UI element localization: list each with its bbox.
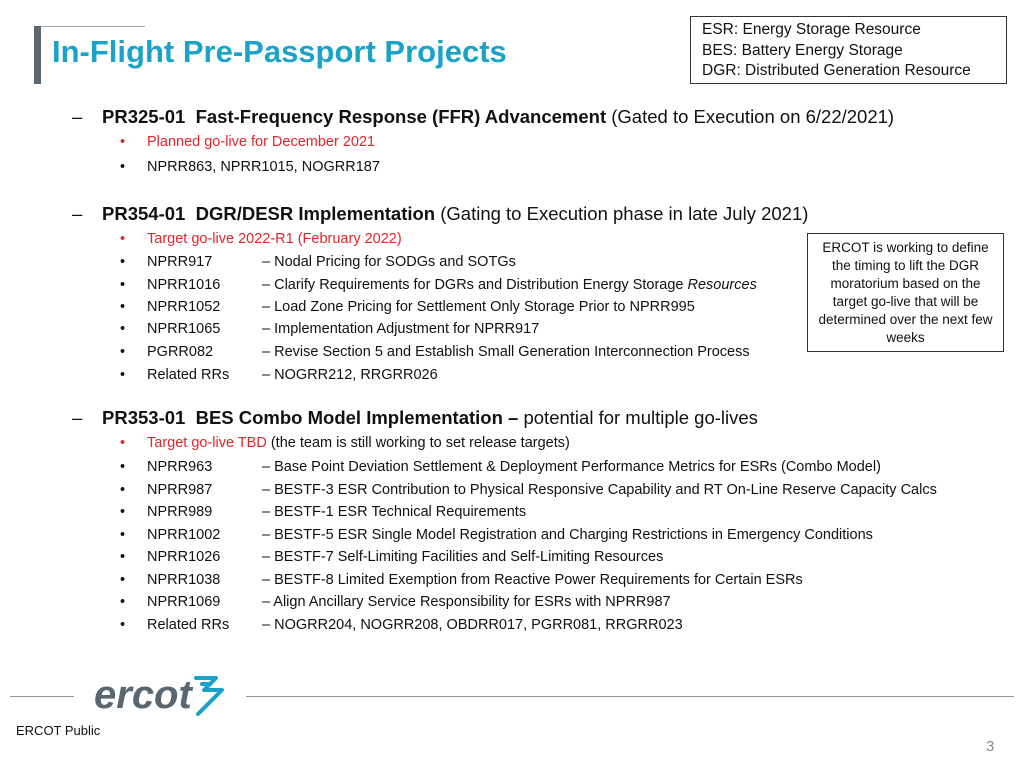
item-code: NPRR1038 [147,572,221,588]
section-pr353-id: PR353-01 [102,407,186,428]
item-code: NPRR1002 [147,527,221,543]
legend-dgr: DGR: Distributed Generation Resource [702,62,971,79]
section-pr354-id: PR354-01 [102,203,186,224]
item-desc: – Nodal Pricing for SODGs and SOTGs [262,254,516,270]
item-code: PGRR082 [147,344,214,360]
page-number: 3 [986,738,995,755]
footer-rule-left [10,696,74,697]
dash-glyph: – [72,203,83,224]
item-desc: – Clarify Requirements for DGRs and Distribution Energy Storage [262,277,684,293]
section-pr354-name: DGR/DESR Implementation [195,203,436,224]
item-desc: – BESTF-7 Self-Limiting Facilities and Self-Limiting Resources [262,549,664,565]
item-desc: – BESTF-5 ESR Single Model Registration and Charging Restrictions in Emergency Conditions [262,527,873,543]
acronym-legend-box [690,16,1007,84]
target-text: Target go-live TBD [147,435,267,451]
section-pr353-status: potential for multiple go-lives [523,407,758,428]
legend-bes: BES: Battery Energy Storage [702,41,903,59]
item-code: Related RRs [147,367,230,383]
item-code: NPRR1026 [147,549,221,565]
item-code: NPRR987 [147,482,213,498]
item-desc: – Align Ancillary Service Responsibility for ESRs with NPRR987 [262,594,671,610]
item-desc: – Load Zone Pricing for Settlement Only Storage Prior to NPRR995 [262,299,695,315]
section-pr325-status: (Gated to Execution on 6/22/2021) [611,106,895,127]
footer-rule-right [246,696,1014,697]
item-desc: – NOGRR212, RRGRR026 [262,367,438,383]
section-pr325-name: Fast-Frequency Response (FFR) Advancement [195,106,607,127]
lightning-bolt-icon [196,678,222,714]
item-code: Related RRs [147,617,230,633]
moratorium-note-box: ERCOT is working to define the timing to lift the DGR moratorium based on the target go-live that will be determined over the next few weeks [807,233,1004,352]
item-code: NPRR963 [147,459,213,475]
page-title: In-Flight Pre-Passport Projects [52,34,507,69]
target-text: Planned go-live for December 2021 [147,134,376,150]
item-code: NPRR1052 [147,299,221,315]
item-desc: – NOGRR204, NOGRR208, OBDRR017, PGRR081, RRGRR023 [262,617,683,633]
title-accent-bar [34,26,41,84]
item-code: NPRR1016 [147,277,221,293]
footer-classification: ERCOT Public [16,723,101,738]
item-code: NPRR1069 [147,594,221,610]
legend-esr: ESR: Energy Storage Resource [702,21,921,38]
item-desc: – BESTF-1 ESR Technical Requirements [262,504,527,520]
item-code: NPRR1065 [147,321,221,337]
logo-wordmark: ercot [94,673,192,717]
item-desc: – Base Point Deviation Settlement & Deployment Performance Metrics for ESRs (Combo Model) [262,459,881,475]
section-pr354-status: (Gating to Execution phase in late July 2021) [440,203,809,224]
section-pr325-id: PR325-01 [102,106,186,127]
dash-glyph: – [72,407,83,428]
ercot-logo [92,672,232,720]
item-desc: – BESTF-3 ESR Contribution to Physical Responsive Capability and RT On-Line Reserve Capacity Calcs [262,482,937,498]
item-desc: – BESTF-8 Limited Exemption from Reactive Power Requirements for Certain ESRs [262,572,803,588]
dash-glyph: – [72,106,83,127]
item-desc-italic: Resources [687,277,757,293]
item-code: NPRR989 [147,504,213,520]
item-code: NPRR863, NPRR1015, NOGRR187 [147,159,380,175]
item-desc: – Revise Section 5 and Establish Small Generation Interconnection Process [262,344,750,360]
target-text: Target go-live 2022-R1 (February 2022) [147,231,402,247]
target-suffix: (the team is still working to set release targets) [270,435,570,451]
item-code: NPRR917 [147,254,213,270]
section-pr353-name: BES Combo Model Implementation – [195,407,519,428]
item-desc: – Implementation Adjustment for NPRR917 [262,321,540,337]
title-rule [41,26,145,27]
